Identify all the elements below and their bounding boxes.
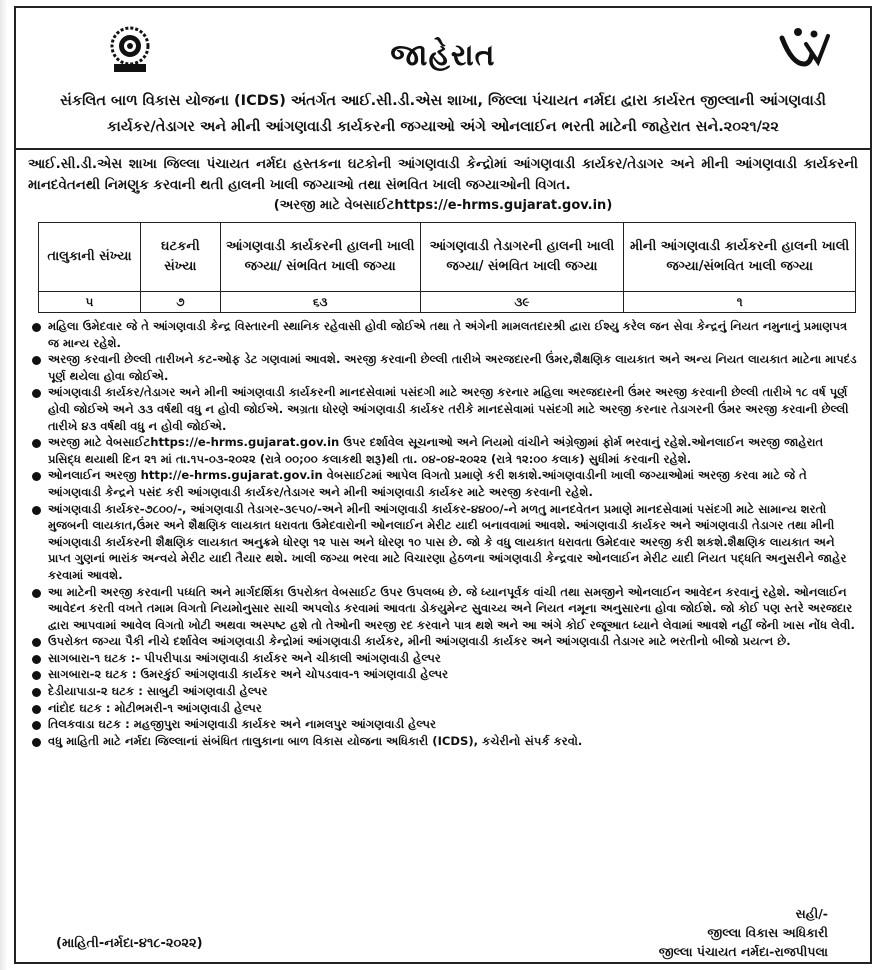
list-item: અરજી માટે વેબસાઈટhttps://e-hrms.gujarat.gov.in ઉપર દર્શાવેલ સૂચનાઓ અને નિયમો વાંચીને અંગ્રેજીમાં ફોર્મ ભરવાનું રહેશે.ઓનલાઈન અરજી જાહેરાત પ્રસિદ્ધ થયાથી દિન ૨૧ માં તા.૧૫-૦૩-૨૦૨૨ (રાત્રે ૦૦;૦૦ કલાકથી શરૂ)થી તા. ૦૪-૦૪-૨૦૨૨ (રાત્રે ૧૨:૦૦ કલાક) સુધીમાં કરવાની રહેશે.	[30, 434, 860, 467]
table-header-cell: ઘટકની સંખ્યા	[140, 223, 220, 292]
list-item: નાંદોદ ઘટક : મોટીભમરી-૧ આંગણવાડી હેલ્પર	[30, 700, 860, 717]
list-item: આ માટેની અરજી કરવાની પધ્ધતિ અને માર્ગદર્શિકા ઉપરોક્ત વેબસાઈટ ઉપર ઉપલબ્ધ છે. જે ધ્યાનપૂર્વક વાંચી તથા સમજીને ઓનલાઈન આવેદન કરવાનું રહેશે. ઓનલાઈન આવેદન કરતી વખતે તમામ વિગતો નિયમોનુસાર સાચી અપલોડ કરવામાં આવતા ડોકયુમેન્ટ સુવાચ્ય અને નિયત નમૂના અનુસારના હોવા જોઈશે. જો કોઈ પણ સ્તરે અરજદાર દ્વારા આપવામાં આવેલ વિગતો ખોટી અથવા અસ્પષ્ટ હશે તો તેઓની અરજી રદ કરવાને પાત્ર થશે અને આ અંગે કોઈ રજૂઆત ધ્યાને લેવામાં આવશે નહીં જેની ખાસ નોંધ લેવી.	[30, 584, 860, 634]
list-item: આંગણવાડી કાર્યકર-૭૮૦૦/-, આંગણવાડી તેડાગર-૩૯૫૦/-અને મીની આંગણવાડી કાર્યકર-૪૪૦૦/-ને મળતુ માનદવેતન પ્રમાણે માનદસેવામાં પસંદગી માટે સામાન્ય શરતો મુજબની લાયકાત,ઉંમર અને શૈક્ષણિક લાયકાત ધરાવતા ઉમેદવારોની ઓનલાઈન મેરીટ યાદી બનાવવામાં આવશે. આંગણવાડી કાર્યકર અને આંગણવાડી તેડાગર તથા મીની આંગણવાડી કાર્યકરની શૈક્ષણિક લાયકાત અનુક્રમે ધોરણ ૧૨ પાસ અને ધોરણ ૧૦ પાસ છે. જો કે વધુ લાયકાત ધરાવતા ઉમેદવાર અરજી કરી શકશે.શૈક્ષણિક લાયકાત અને પ્રાપ્ત ગુણનાં ભારાંક અન્વયે મેરીટ યાદી તૈયાર થશે. ખાલી જગ્યા ભરવા માટે વિચારણા હેઠળના આંગણવાડી કેન્દ્રવાર ઓનલાઈન મેરીટ યાદી નિયત પદ્ધતિ અનુસરીને જાહેર કરવામાં આવશે.	[30, 501, 860, 584]
list-item: મહિલા ઉમેદવાર જે તે આંગણવાડી કેન્દ્ર વિસ્તારની સ્થાનિક રહેવાસી હોવી જોઈએ તથા તે અંગેની મામલતદારશ્રી દ્વારા ઈશ્યુ કરેલ જન સેવા કેન્દ્રનું નિયત નમુનાનું પ્રમાણપત્ર જ માન્ય રહેશે.	[30, 318, 860, 351]
list-item: આંગણવાડી કાર્યકર/તેડાગર અને મીની આંગણવાડી કાર્યકરની માનદસેવામાં પસંદગી માટે અરજી કરનાર મહિલા અરજદારની ઉંમર અરજી કરવાની છેલ્લી તારીખે ૧૮ વર્ષ પૂર્ણ હોવી જોઈએ અને ૩૩ વર્ષથી વધુ ન હોવી જોઈએ. અગ્રતા ધોરણે આંગણવાડી કાર્યકર તરીકે માનદસેવામાં પસંદગી માટે અરજી કરનાર તેડાગરની ઉંમર અરજી કરવાની છેલ્લી તારીખે ૪૩ વર્ષથી વધુ ન હોવી જોઈએ.	[30, 384, 860, 434]
table-header-cell: તાલુકાની સંખ્યા	[39, 223, 141, 292]
table-cell: ૭	[140, 292, 220, 313]
table-row	[39, 292, 856, 313]
signatory-designation: જીલ્લા વિકાસ અધિકારી	[707, 925, 828, 940]
list-item: સાગબારા-૧ ઘટક :- પીપરીપાડા આંગણવાડી કાર્યકર અને ચીકાલી આંગણવાડી હેલ્પર	[30, 650, 860, 667]
list-item: ઉપરોક્ત જગ્યા પૈકી નીચે દર્શાવેલ આંગણવાડી કેન્દ્રોમાં આંગણવાડી કાર્યકર, મીની આંગણવાડી કાર્યકર અને આંગણવાડી તેડાગર માટે ભરતીનો બીજો પ્રયત્ન છે.	[30, 633, 860, 650]
list-item: ઓનલાઈન અરજી http://e-hrms.gujarat.gov.in વેબસાઈટમાં આપેલ વિગતો પ્રમાણે કરી શકાશે.આંગણવાડીની ખાલી જગ્યાઓમાં અરજી કરવા માટે જે તે આંગણવાડી કેન્દ્રને પસંદ કરી આંગણવાડી કાર્યકર/તેડાગર અને મીની આંગણવાડી કાર્યકર માટે અરજી કરવાની રહેશે.	[30, 467, 860, 500]
table-cell: ૫	[39, 292, 141, 313]
subtitle	[28, 88, 858, 140]
list-item: અરજી કરવાની છેલ્લી તારીખને કટ-ઓફ ડેટ ગણવામાં આવશે. અરજી કરવાની છેલ્લી તારીખે અરજદારની ઉંમર,શૈક્ષણિક લાયકાત અને અન્ય નિયત લાયકાત માટેના માપદંડ પૂર્ણ થયેલા હોવા જોઈએ.	[30, 351, 860, 384]
subtitle-line-2: કાર્યકર/તેડાગર અને મીની આંગણવાડી કાર્યકરની જગ્યાઓ અંગે ઓનલાઈન ભરતી માટેની જાહેરાત સને.૨૦૨૧/૨૨	[107, 119, 779, 135]
page-title: જાહેરાત	[390, 38, 496, 73]
signatory-office: જીલ્લા પંચાયત નર્મદા-રાજપીપલા	[658, 944, 828, 959]
table-header-cell: આંગણવાડી કાર્યકરની હાલની ખાલી જગ્યા/ સંભવિત ખાલી જગ્યા	[220, 223, 420, 292]
reference-number: (માહિતી-નર્મદા-૪૧૮-૨૦૨૨)	[56, 936, 203, 951]
table-cell: ૬૩	[220, 292, 420, 313]
list-item: વધુ માહિતી માટે નર્મદા જિલ્લાનાં સંબંધિત તાલુકાના બાળ વિકાસ યોજના અધિકારી (ICDS), કચેરીનો સંપર્ક કરવો.	[30, 733, 860, 750]
subtitle-line-1: સંકલિત બાળ વિકાસ યોજના (ICDS) અંતર્ગત આઈ.સી.ડી.એસ શાખા, જિલ્લા પંચાયત નર્મદા દ્વારા કાર્યરત જીલ્લાની આંગણવાડી	[60, 93, 826, 109]
table-header-row	[39, 223, 856, 292]
table-cell: ૧	[624, 292, 856, 313]
list-item: તિલકવાડા ઘટક : મહજીપુરા આંગણવાડી કાર્યકર અને નામલપુર આંગણવાડી હેલ્પર	[30, 716, 860, 733]
notes-list	[30, 318, 860, 749]
table-cell: ૩૯	[420, 292, 624, 313]
intro-paragraph: આઈ.સી.ડી.એસ શાખા જિલ્લા પંચાયત નર્મદા હસ્તકના ઘટકોની આંગણવાડી કેન્દ્રોમાં આંગણવાડી કાર્યકર/તેડાગર અને મીની આંગણવાડી કાર્યકરની માનદવેતનથી નિમણુક કરવાની થતી હાલની ખાલી જગ્યાઓ તથા સંભવિત ખાલી જગ્યાઓની વિગત.	[28, 156, 858, 193]
website-line: (અરજી માટે વેબસાઈટhttps://e-hrms.gujarat.gov.in)	[273, 198, 613, 213]
signature-mark: સહી/-	[795, 906, 828, 921]
page-edge	[0, 0, 8, 970]
signature-block	[659, 904, 828, 961]
advertisement-sheet	[14, 6, 872, 964]
table-header-cell: આંગણવાડી તેડાગરની હાલની ખાલી જગ્યા/ સંભવિત ખાલી જગ્યા	[420, 223, 624, 292]
list-item: સાગબારા-૨ ઘટક : ઉમરકુંઈ આંગણવાડી કાર્યકર અને ચોપડવાવ-૧ આંગણવાડી હેલ્પર	[30, 666, 860, 683]
vacancy-table	[38, 222, 856, 313]
table-header-cell: મીની આંગણવાડી કાર્યકરની હાલની ખાલી જગ્યા/સંભવિત ખાલી જગ્યા	[624, 223, 856, 292]
divider	[16, 148, 870, 150]
list-item: દેડીયાપાડા-૨ ઘટક : સાબુટી આંગણવાડી હેલ્પર	[30, 683, 860, 700]
